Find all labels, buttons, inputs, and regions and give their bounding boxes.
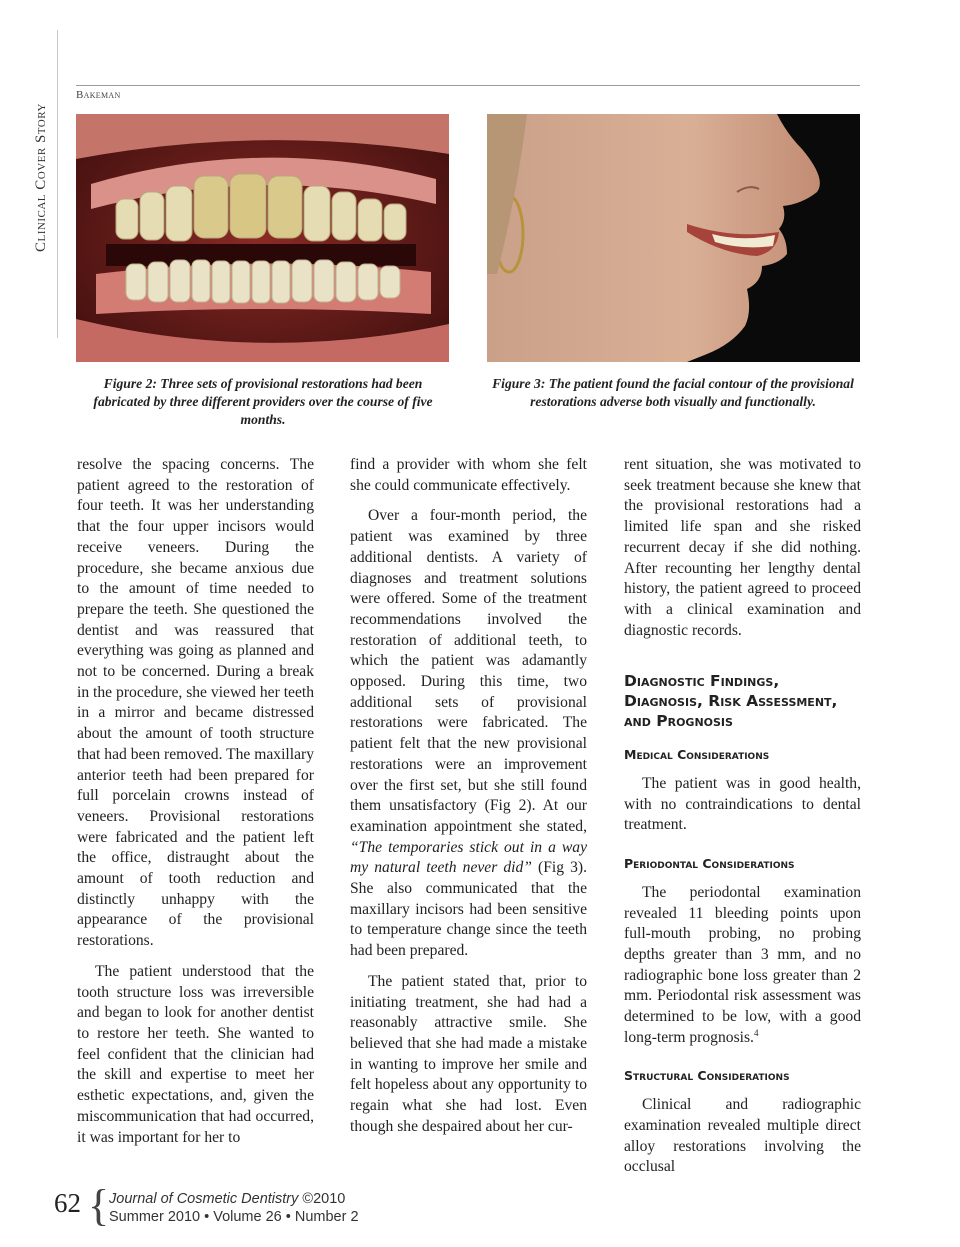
figure-2-image <box>76 114 449 362</box>
paragraph-text: (Fig 3). She also communicated that the maxillary incisors had been sensitive to temperature change since the teeth had been prepared. <box>350 859 587 960</box>
paragraph: The patient was in good health, with no contraindications to dental treatment. <box>624 775 861 834</box>
paragraph <box>624 883 861 1049</box>
subheading-periodontal: Periodontal Considerations <box>624 856 795 872</box>
paragraph <box>350 506 587 961</box>
footer-brace: { <box>88 1181 110 1230</box>
paragraph-text: The periodontal examination revealed 11 bleeding points upon full-mouth probing, no probing depths greater than 3 mm, and no radiographic bone loss greater than 2 mm. Periodontal risk assessment was determined to be low, with a good long-term prognosis. <box>624 883 861 1046</box>
journal-citation <box>109 1190 359 1226</box>
reference-superscript: 4 <box>753 1027 759 1038</box>
paragraph: The patient understood that the tooth structure loss was irreversible and began to look for another dentist to restore her teeth. She wanted to feel confident that the clinician had the skill and expertise to meet her esthetic expectations, and, given the miscommunication that had occurred, it was important for her to <box>77 962 314 1146</box>
side-rule <box>57 30 58 338</box>
body-column-3 <box>624 455 861 1178</box>
author-running-head: Bakeman <box>76 89 121 101</box>
subheading-structural: Structural Considerations <box>624 1068 790 1084</box>
issue-info: Summer 2010 • Volume 26 • Number 2 <box>109 1209 359 1225</box>
paragraph-text: Over a four-month period, the patient was examined by three additional dentists. A variety of diagnoses and treatment solutions were offered. Some of the treatment recommendations involved the restoration of additional teeth, to which the patient was adamantly opposed. During this time, two additional sets of provisional restorations were fabricated. The patient felt that the new provisional restorations were an improvement over the first set, but she still found them unsatisfactory (Fig 2). At our examination appointment she stated, <box>350 507 587 835</box>
paragraph: rent situation, she was motivated to seek treatment because she knew that the provisional restorations had a limited life span and she risked recurrent decay if she did nothing. After recounting her lengthy dental history, the patient agreed to proceed with a clinical examination and diagnostic records. <box>624 456 861 639</box>
paragraph: find a provider with whom she felt she could communicate effectively. <box>350 456 587 494</box>
copyright: ©2010 <box>298 1191 346 1207</box>
paragraph: Clinical and radiographic examination revealed multiple direct alloy restorations involving the occlusal <box>624 1096 861 1176</box>
figure-3-caption: Figure 3: The patient found the facial contour of the provisional restorations adverse both visually and functionally. <box>492 376 854 409</box>
patient-quote: “The temporaries stick out in a way my natural teeth never did” <box>350 838 587 877</box>
section-heading: Diagnostic Findings, Diagnosis, Risk Assessment, and Prognosis <box>624 672 838 731</box>
body-column-2 <box>350 455 587 1138</box>
subheading-medical: Medical Considerations <box>624 747 770 763</box>
paragraph: resolve the spacing concerns. The patient agreed to the restoration of four teeth. It was her understanding that the four upper incisors would receive veneers. During the procedure, she became anxious due to the amount of time needed to prepare the teeth. She questioned the dentist and was reassured that everything was going as planned and not to be concerned. During a break in the procedure, she viewed her teeth in a mirror and became distressed about the amount of tooth structure that had been removed. The maxillary anterior teeth had been prepared for full porcelain crowns instead of veneers. Provisional restorations were fabricated and the patient left the office, distraught about the amount of tooth reduction and distinctly unhappy with the appearance of the provisional restorations. <box>77 456 314 950</box>
figure-3-image <box>487 114 860 362</box>
body-column-1 <box>77 455 314 1148</box>
figure-2-caption: Figure 2: Three sets of provisional restorations had been fabricated by three different providers over the course of five months. <box>93 376 433 427</box>
paragraph: The patient stated that, prior to initiating treatment, she had had a reasonably attractive smile. She believed that she had made a mistake in wanting to improve her smile and felt hopeless about any opportunity to regain what she had lost. Even though she despaired about her cur- <box>350 972 587 1135</box>
section-label: Clinical Cover Story <box>33 103 49 252</box>
header-rule <box>76 85 860 86</box>
page-number: 62 <box>54 1188 81 1218</box>
journal-name: Journal of Cosmetic Dentistry <box>109 1191 299 1207</box>
